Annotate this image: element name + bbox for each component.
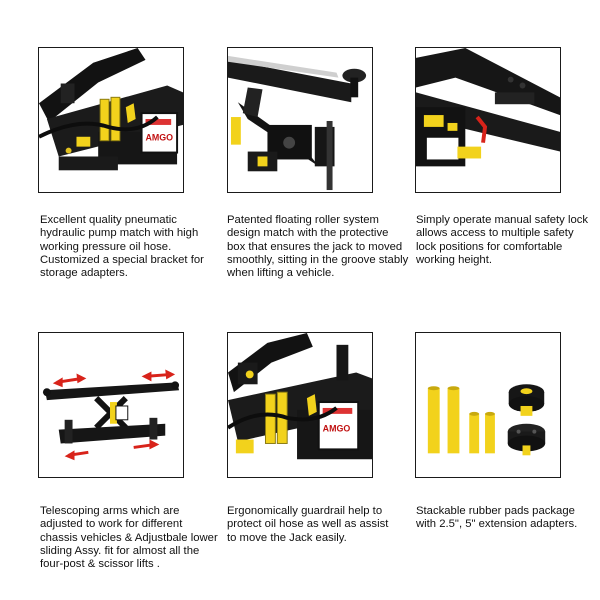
rubber-pads-illustration [416, 333, 560, 477]
feature-caption-rubber-pads: Stackable rubber pads package with 2.5", 5" extension adapters. [416, 505, 578, 531]
amgo-logo: AMGO [145, 132, 174, 143]
amgo-logo: AMGO [322, 423, 351, 434]
product-photo-roller [227, 47, 373, 193]
feature-caption-guardrail: Ergonomically guardrail help to protect oil hose as well as assist to move the Jack easily. [227, 505, 389, 544]
short-adapter-right [485, 412, 495, 453]
roller-system-illustration [228, 48, 372, 192]
feature-caption-roller: Patented floating roller system design match with the protective box that ensures the jack to moved smoothly, sitting in the groove stably when lifting a vehicle. [227, 214, 409, 280]
product-photo-safety-lock [415, 47, 561, 193]
product-photo-pump [38, 47, 184, 193]
feature-caption-telescoping: Telescoping arms which are adjusted to work for different chassis vehicles & Adjustbale lower sliding Assy. fit for almost all the four-post & scissor lifts . [40, 505, 218, 571]
product-photo-rubber-pads [415, 332, 561, 478]
pump-jack-illustration [39, 48, 183, 192]
safety-lock-illustration [416, 48, 560, 192]
feature-caption-safety-lock: Simply operate manual safety lock allows access to multiple safety lock positions for comfortable working height. [416, 214, 589, 266]
product-photo-telescoping [38, 332, 184, 478]
short-adapter-left [469, 412, 479, 453]
guardrail-illustration [228, 333, 372, 477]
tall-adapter-left [428, 386, 440, 453]
product-photo-guardrail [227, 332, 373, 478]
telescoping-arms-illustration [39, 333, 183, 477]
feature-caption-pump: Excellent quality pneumatic hydraulic pump match with high working pressure oil hose. Customized a special bracket for storage adapters. [40, 214, 204, 280]
tall-adapter-right [448, 386, 460, 453]
